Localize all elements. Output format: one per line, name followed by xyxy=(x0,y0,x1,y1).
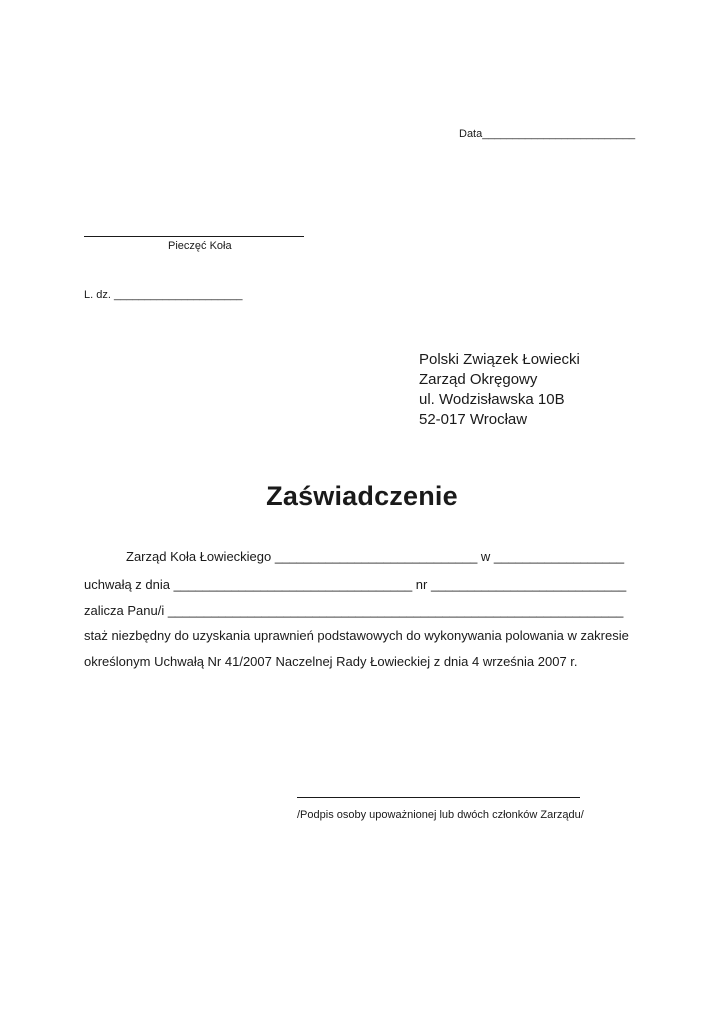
stamp-signature-line xyxy=(84,236,304,237)
signature-line xyxy=(297,797,580,798)
recipient-line-street: ul. Wodzisławska 10B xyxy=(419,391,565,408)
date-field: Data_________________________ xyxy=(459,128,636,140)
signature-label: /Podpis osoby upoważnionej lub dwóch członków Zarządu/ xyxy=(297,809,584,821)
document-title: Zaświadczenie xyxy=(266,481,458,511)
body-line-regulation: określonym Uchwałą Nr 41/2007 Naczelnej Rady Łowieckiej z dnia 4 września 2007 r. xyxy=(84,654,578,669)
body-line-person: zalicza Panu/i _______________________________________________________________ xyxy=(84,603,624,618)
recipient-line-organization: Polski Związek Łowiecki xyxy=(419,351,580,368)
body-line-club: Zarząd Koła Łowieckiego ____________________________ w __________________ xyxy=(126,549,625,564)
reference-number-field: L. dz. _____________________ xyxy=(84,289,243,301)
recipient-line-board: Zarząd Okręgowy xyxy=(419,371,538,388)
recipient-line-city: 52-017 Wrocław xyxy=(419,411,528,428)
body-line-statement: staż niezbędny do uzyskania uprawnień podstawowych do wykonywania polowania w zakresie xyxy=(84,628,629,643)
body-line-resolution: uchwałą z dnia _________________________________ nr ___________________________ xyxy=(84,577,627,592)
stamp-label: Pieczęć Koła xyxy=(168,240,232,252)
